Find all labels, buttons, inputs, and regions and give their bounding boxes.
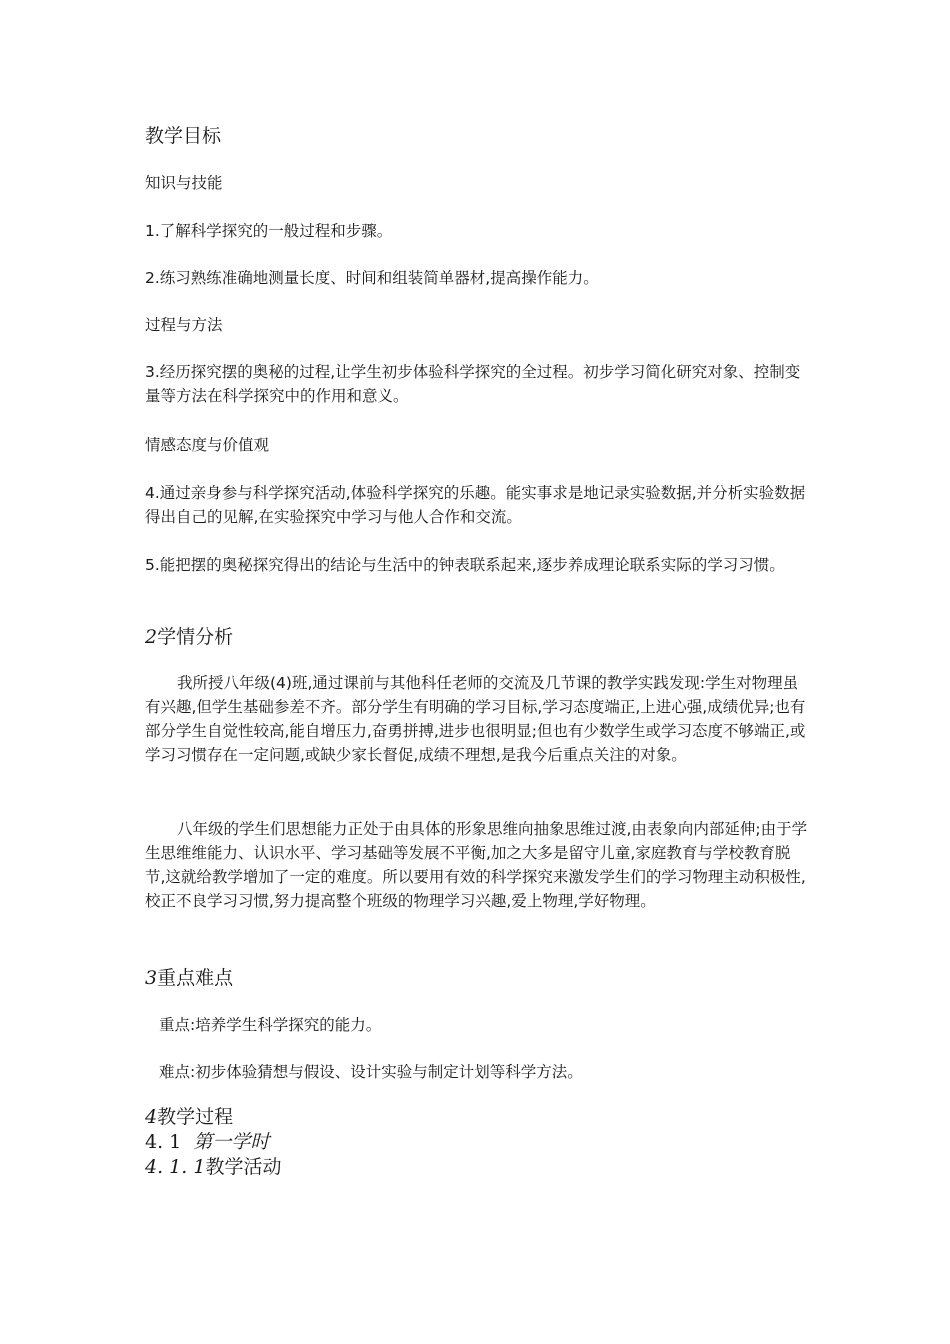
process-title: 教学过程: [157, 1106, 234, 1128]
objective-item-2: 2.练习熟练准确地测量长度、时间和组装简单器材,提高操作能力。: [145, 269, 599, 287]
lesson-heading: [145, 1131, 810, 1154]
analysis-paragraph-2: 八年级的学生们思想能力正处于由具体的形象思维向抽象思维过渡,由表象向内部延伸;由于学生思维维能力、认识水平、学习基础等发展不平衡,加之大多是留守儿童,家庭教育与学校教育脱节,这就给教学增加了一定的难度。所以要用有效的科学探究来激发学生们的学习物理主动积极性,校正不良学习习惯,努力提高整个班级的物理学习兴趣,爱上物理,学好物理。: [145, 820, 808, 910]
lesson-number: 4. 1: [145, 1131, 182, 1153]
keypoints-heading: [145, 966, 810, 990]
analysis-title: 学情分析: [157, 626, 234, 648]
process-methods-title: 过程与方法: [145, 316, 223, 334]
process-heading: [145, 1106, 810, 1129]
keypoints-number: 3: [145, 967, 158, 989]
analysis-heading: [145, 625, 810, 649]
analysis-number: 2: [145, 626, 158, 648]
lesson-title: 第一学时: [193, 1131, 270, 1153]
attitude-values-title: 情感态度与价值观: [145, 436, 270, 454]
keypoint-difficulty: 难点:初步体验猜想与假设、设计实验与制定计划等科学方法。: [159, 1063, 583, 1081]
analysis-paragraph-1: 我所授八年级(4)班,通过课前与其他科任老师的交流及几节课的教学实践发现:学生对物理虽有兴趣,但学生基础参差不齐。部分学生有明确的学习目标,学习态度端正,上进心强,成绩优异;也有部分学生自觉性较高,能自增压力,奋勇拼搏,进步也很明显;但也有少数学生或学习态度不够端正,或学习习惯存在一定问题,或缺少家长督促,成绩不理想,是我今后重点关注的对象。: [145, 674, 806, 764]
objective-item-5: 5.能把摆的奥秘探究得出的结论与生活中的钟表联系起来,逐步养成理论联系实际的学习习惯。: [145, 556, 785, 574]
keypoint-focus: 重点:培养学生科学探究的能力。: [159, 1016, 382, 1034]
activity-heading: [145, 1156, 810, 1179]
process-number: 4: [145, 1106, 158, 1128]
objective-item-4: 4.通过亲身参与科学探究活动,体验科学探究的乐趣。能实事求是地记录实验数据,并分析实验数据得出自己的见解,在实验探究中学习与他人合作和交流。: [145, 484, 806, 526]
knowledge-skills-title: 知识与技能: [145, 174, 223, 192]
objective-item-1: 1.了解科学探究的一般过程和步骤。: [145, 222, 393, 240]
activity-title: 教学活动: [205, 1156, 282, 1178]
objective-item-3: 3.经历探究摆的奥秘的过程,让学生初步体验科学探究的全过程。初步学习简化研究对象、控制变量等方法在科学探究中的作用和意义。: [145, 363, 801, 405]
activity-number: 4. 1. 1: [145, 1156, 206, 1178]
objectives-heading: 教学目标: [145, 125, 222, 147]
keypoints-title: 重点难点: [157, 967, 234, 989]
